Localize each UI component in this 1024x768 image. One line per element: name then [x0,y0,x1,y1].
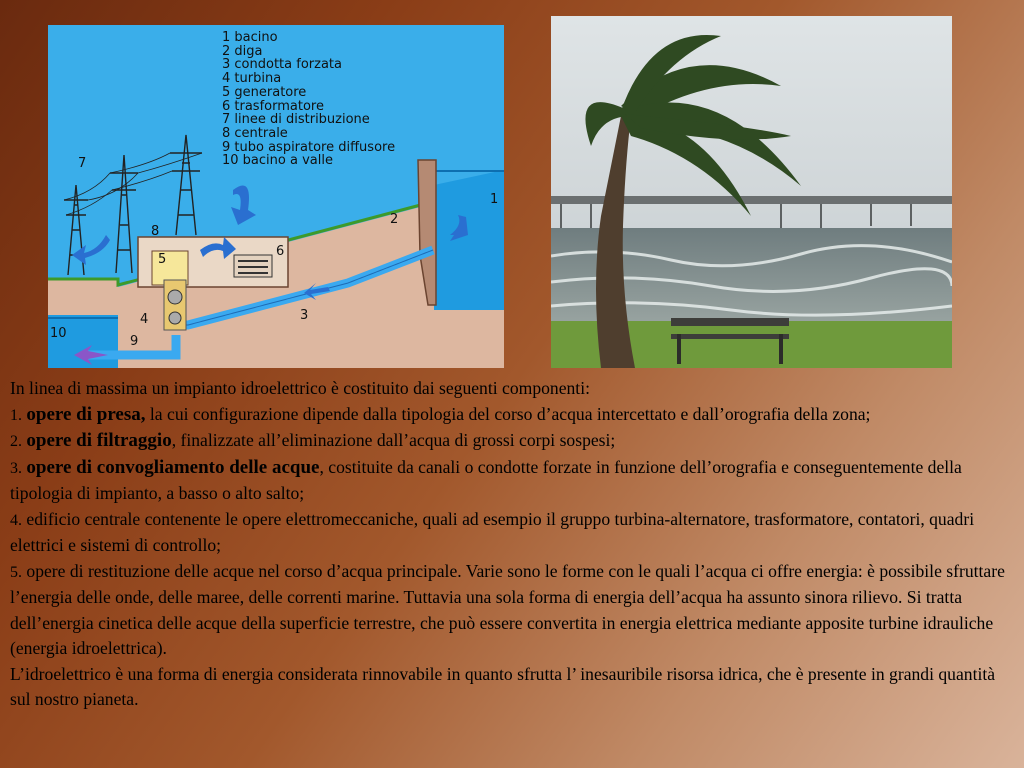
marker-7: 7 [78,156,87,171]
item-number: 2. [10,433,22,450]
item-heading: opere di presa, [26,403,146,425]
list-item-2 [10,428,1016,455]
list-item-4 [10,507,1016,559]
item-text: , finalizzate all’eliminazione dall’acqua di grossi corpi sospesi; [171,430,616,450]
marker-8: 8 [151,224,160,239]
item-heading: opere di convogliamento delle acque [26,456,320,478]
photo-drawing [551,16,952,368]
intro-paragraph: In linea di massima un impianto idroelettrico è costituito dai seguenti componenti: [10,378,590,398]
legend-item: 2 diga [222,43,263,59]
marker-5: 5 [158,252,167,267]
list-item-3 [10,455,1016,507]
legend-item: 6 trasformatore [222,98,324,114]
palm-tree-storm-photo [551,16,952,368]
marker-1: 1 [490,192,499,207]
legend-item: 10 bacino a valle [222,153,333,169]
legend-item: 7 linee di distribuzione [222,112,370,128]
marker-4: 4 [140,312,149,327]
list-item-1 [10,402,1016,429]
item-number: 3. [10,459,22,477]
item-number: 1. [10,406,22,424]
marker-6: 6 [276,244,285,259]
legend-item: 8 centrale [222,125,288,141]
marker-2: 2 [390,212,399,227]
item-text: edificio centrale contenente le opere elettromeccaniche, quali ad esempio il gruppo turbina-alternatore, trasformatore, contatori, quadri elettrici e sistemi di controllo; [10,508,975,555]
list-item-5 [10,559,1016,662]
legend-item: 5 generatore [222,84,307,100]
item-text: , costituite da canali o condotte forzate in funzione dell’orografia e conseguentemente della tipologia di impianto, a basso o alto salto; [10,456,962,503]
marker-9: 9 [130,334,139,349]
legend-item: 1 bacino [222,30,278,45]
item-number: 4. [10,511,22,529]
marker-3: 3 [300,308,309,323]
hydro-plant-diagram [48,25,504,368]
legend-item: 4 turbina [222,71,282,87]
legend-item: 9 tubo aspiratore diffusore [222,139,396,155]
item-number: 5. [10,563,22,581]
body-text [10,376,1016,713]
item-text: opere di restituzione delle acque nel corso d’acqua principale. Varie sono le forme con le quali l’acqua ci offre energia: è possibile sfruttare l’energia delle onde, delle maree, delle correnti marine. Tuttavia una sola forma di energia dell’acqua ha assunto sinora rilievo. Si tratta dell’energia cinetica delle acque della superficie terrestre, che può essere convertita in energia elettrica mediante apposite turbine idrauliche (energia idroelettrica). [10,560,1005,658]
item-heading: opere di filtraggio [26,430,172,451]
marker-10: 10 [50,326,67,341]
conclusion-paragraph: L’idroelettrico è una forma di energia considerata rinnovabile in quanto sfrutta l’ inesauribile risorsa idrica, che è presente in grandi quantità sul nostro pianeta. [10,663,996,709]
item-text: la cui configurazione dipende dalla tipologia del corso d’acqua intercettato e dall’orografia della zona; [145,403,871,424]
legend-item: 3 condotta forzata [222,57,342,73]
diagram-legend [222,31,395,168]
